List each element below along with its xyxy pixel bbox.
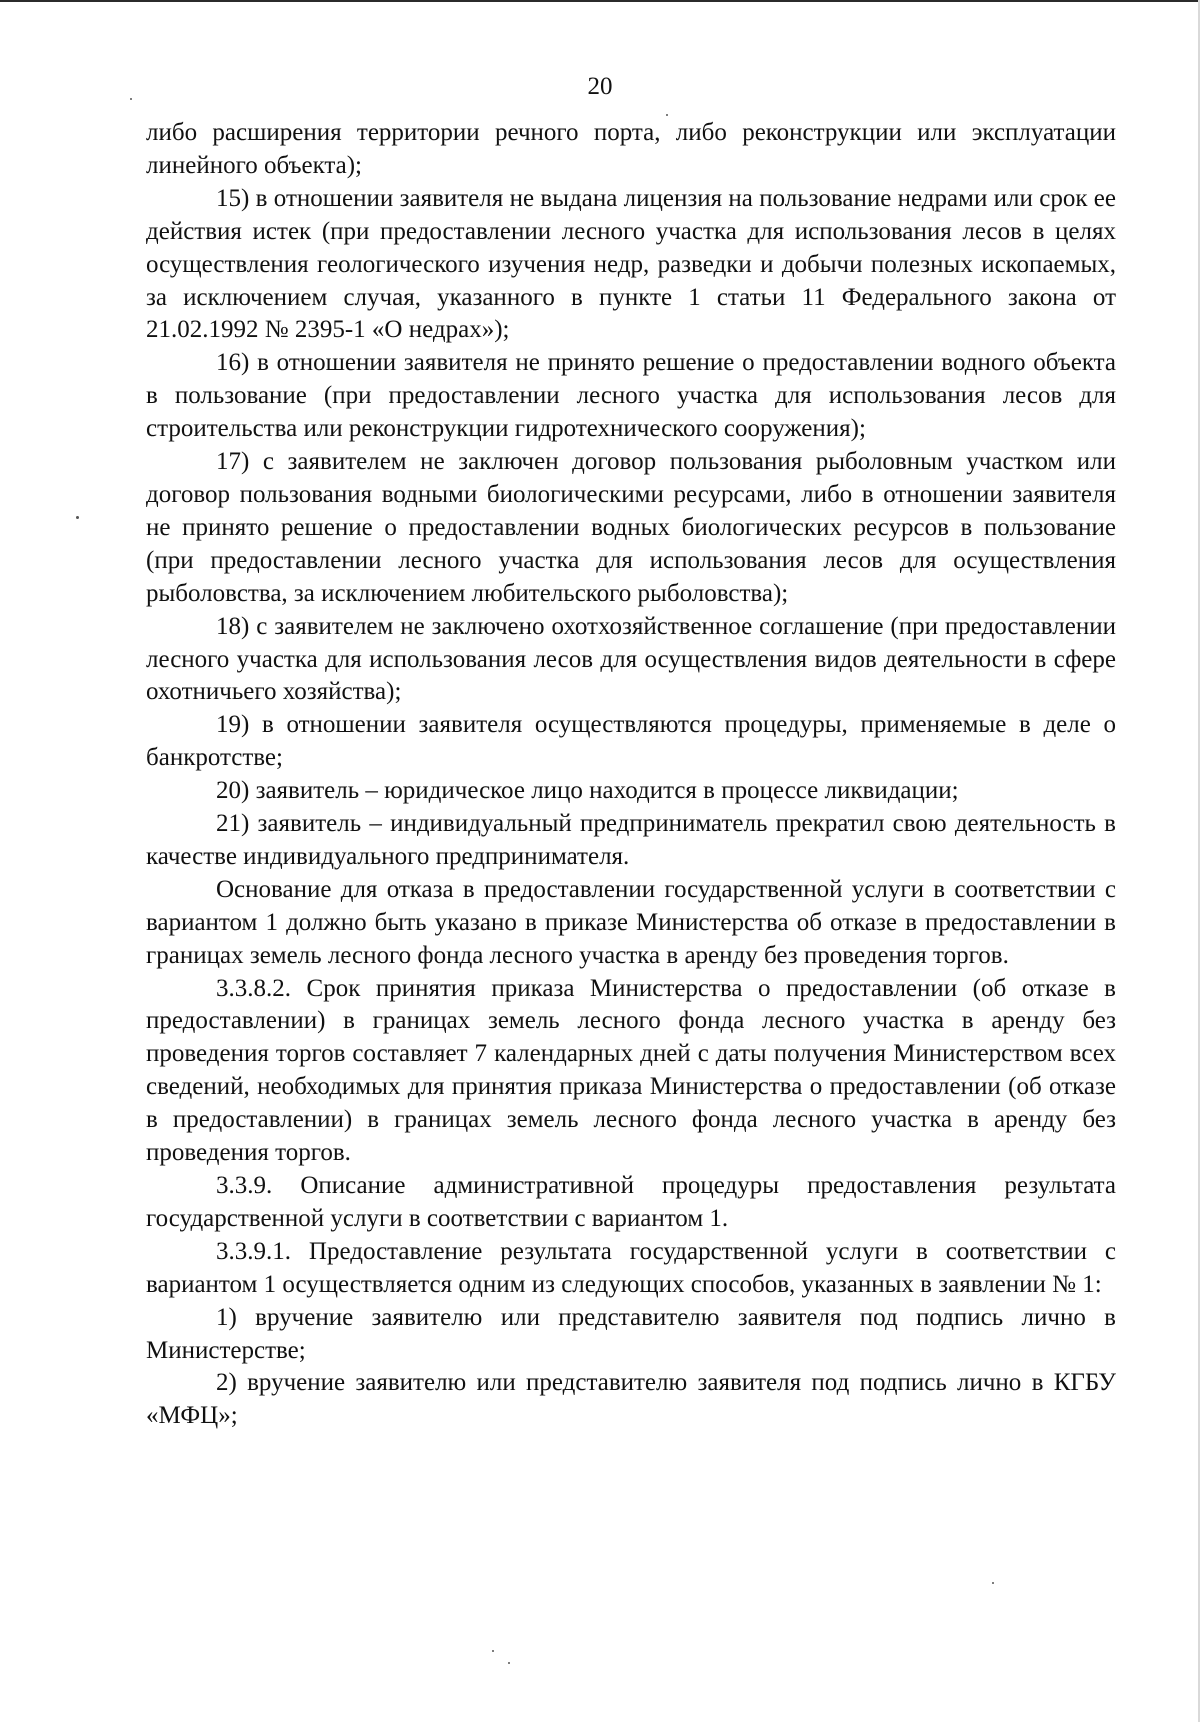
paragraph-4: 17) с заявителем не заключен договор пользования рыболовным участком или договор пользования водными биологическими ресурсами, либо в отношении заявителя не принято решение о предоставлении водных биологических ресурсов в пользование (при предоставлении лесного участка для использования лесов для осуществления рыболовства, за исключением любительского рыболовства); xyxy=(146,448,1116,607)
paragraph-1: либо расширения территории речного порта, либо реконструкции или эксплуатации линейного объекта); xyxy=(146,119,1116,179)
paragraph-10: 3.3.8.2. Срок принятия приказа Министерства о предоставлении (об отказе в предоставлении) в границах земель лесного фонда лесного участка в аренду без проведения торгов составляет 7 календарных дней с даты получения Министерством всех сведений, необходимых для принятия приказа Министерства о предоставлении (об отказе в предоставлении) в границах земель лесного фонда лесного участка в аренду без проведения торгов. xyxy=(146,974,1116,1167)
paragraph-11: 3.3.9. Описание административной процедуры предоставления результата государственной услуги в соответствии с вариантом 1. xyxy=(146,1172,1116,1232)
paragraph-12: 3.3.9.1. Предоставление результата государственной услуги в соответствии с вариантом 1 осуществляется одним из следующих способов, указанных в заявлении № 1: xyxy=(146,1237,1116,1298)
scan-speck xyxy=(992,1582,994,1584)
paragraph-8: 21) заявитель – индивидуальный предприниматель прекратил свою деятельность в качестве индивидуального предпринимателя. xyxy=(146,810,1116,870)
paragraph-6: 19) в отношении заявителя осуществляются процедуры, применяемые в деле о банкротстве; xyxy=(146,711,1116,772)
page-number: 20 xyxy=(587,73,613,100)
paragraph-3: 16) в отношении заявителя не принято решение о предоставлении водного объекта в пользование (при предоставлении лесного участка для использования лесов для строительства или реконструкции гидротехнического сооружения); xyxy=(146,349,1116,443)
scan-speck xyxy=(492,1650,494,1652)
scan-speck xyxy=(76,516,79,519)
paragraph-2: 15) в отношении заявителя не выдана лицензия на пользование недрами или срок ее действия истек (при предоставлении лесного участка для использования лесов в целях осуществления геологического изучения недр, разведки и добычи полезных ископаемых, за исключением случая, указанного в пункте 1 статьи 11 Федерального закона от 21.02.1992 № 2395-1 «О недрах»); xyxy=(146,184,1116,344)
paragraph-14: 2) вручение заявителю или представителю заявителя под подпись лично в КГБУ «МФЦ»; xyxy=(146,1369,1116,1430)
paragraph-5: 18) с заявителем не заключено охотхозяйственное соглашение (при предоставлении лесного участка для использования лесов для осуществления видов деятельности в сфере охотничьего хозяйства); xyxy=(146,612,1116,706)
paragraph-7: 20) заявитель – юридическое лицо находится в процессе ликвидации; xyxy=(216,777,959,805)
scan-speck xyxy=(508,1662,510,1664)
scan-speck xyxy=(666,114,668,116)
document-body xyxy=(146,117,1116,1433)
paragraph-9: Основание для отказа в предоставлении государственной услуги в соответствии с вариантом 1 должно быть указано в приказе Министерства об отказе в предоставлении в границах земель лесного фонда лесного участка в аренду без проведения торгов. xyxy=(146,875,1116,969)
scan-speck xyxy=(130,98,132,100)
scan-top-edge xyxy=(0,0,1200,2)
paragraph-13: 1) вручение заявителю или представителю заявителя под подпись лично в Министерстве; xyxy=(146,1303,1116,1364)
